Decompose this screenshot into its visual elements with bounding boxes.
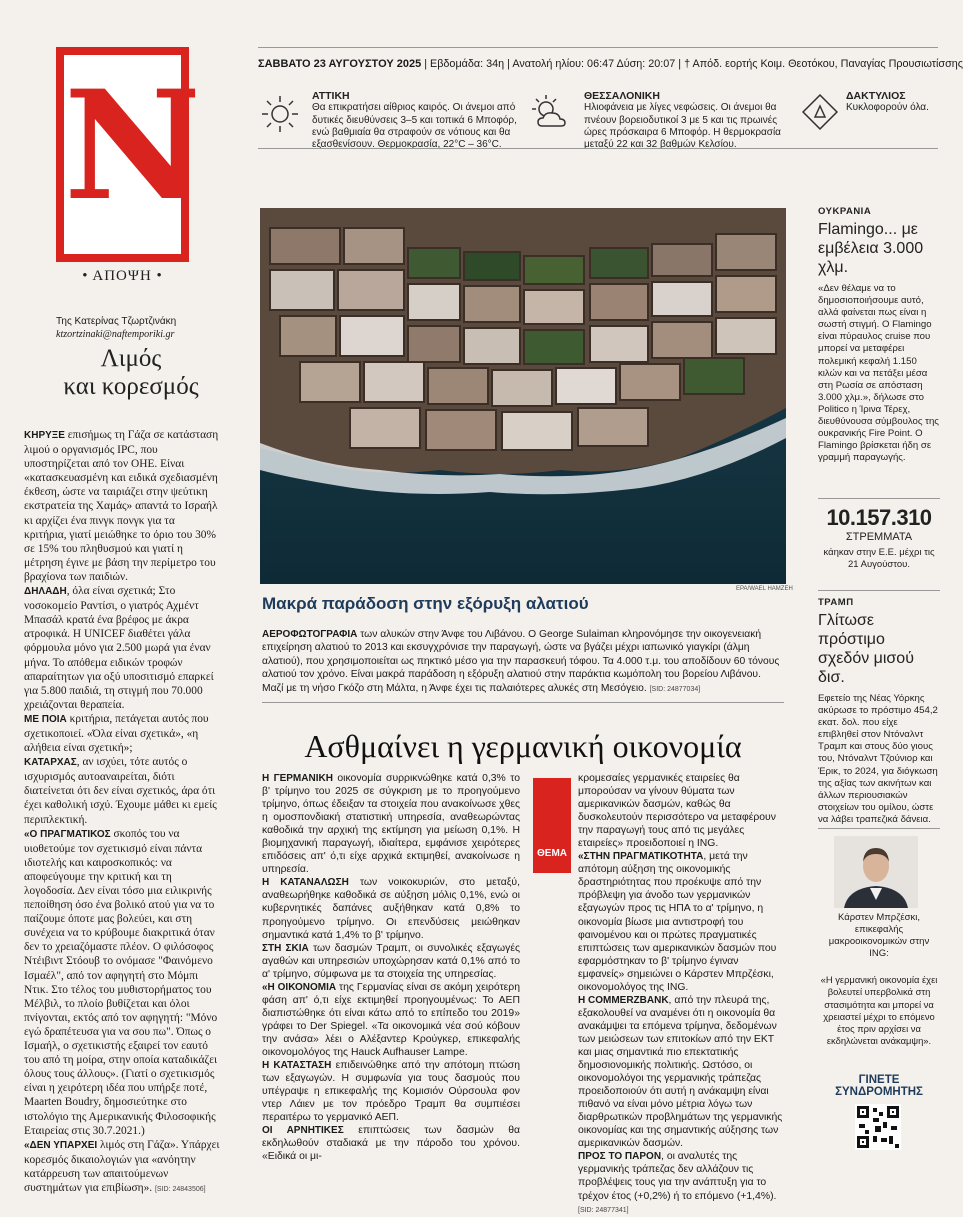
weather-traffic-ring xyxy=(846,90,942,115)
section-label: • ΑΠΟΨΗ • xyxy=(82,268,163,284)
big-number-label: ΣΤΡΕΜΜΑΤΑ xyxy=(845,531,913,543)
author-email[interactable]: ktzortzinaki@naftemporiki.gr xyxy=(56,329,175,340)
opinion-paragraph xyxy=(24,712,220,755)
article-column-1 xyxy=(262,772,520,1172)
big-number-sub: κάηκαν στην Ε.Ε. μέχρι τις 21 Αυγούστου. xyxy=(823,547,935,570)
weather-thessaloniki xyxy=(584,90,784,151)
aerial-photo-salt-pans xyxy=(260,208,786,584)
photo-credit: EPA/WAEL HAMZEH xyxy=(736,586,793,592)
sidebar-ukraine xyxy=(818,206,940,464)
logo-letter: N xyxy=(64,58,202,234)
section-divider xyxy=(262,702,784,703)
lead-word: ΚΑΤΑΡΧΑΣ xyxy=(24,757,77,769)
paragraph-text: , από την πλευρά της, εξακολουθεί να αναμένει ότι η οικονομία θα ανακάμψει τα επόμενα τρίμηνα, δεδομένων των μειώσεων των επιτοκίων από την ΕΚΤ και μιας σημαντικά πιο επεκτατικής δημοσιονομικής πολιτικής. Ωστόσο, οι οικονομολόγοι της γερμανικής τράπεζας προειδοποιούν ότι αυτή η ανάκαμψη είναι πιθανό να είναι μόνο μέτρια λόγω των διαρθρωτικών προβλημάτων της γερμανικής οικονομίας και της σημαντικής αύξησης των αμερικανικών δασμών. xyxy=(578,994,783,1150)
opinion-title-line1: Λιμός xyxy=(100,345,162,372)
subscribe-line2: ΣΥΝΔΡΟΜΗΤΗΣ xyxy=(835,1086,923,1098)
qr-code[interactable] xyxy=(855,1104,901,1150)
lead-word: «ΣΤΗΝ ΠΡΑΓΜΑΤΙΚΟΤΗΤΑ xyxy=(578,851,704,863)
sidebar-headline: Γλίτωσε πρόστιμο σχεδόν μισού δισ. xyxy=(818,612,914,686)
lead-word: ΚΗΡΥΞΕ xyxy=(24,430,65,441)
week-number: Εβδομάδα: 34η xyxy=(430,58,505,70)
portrait-block xyxy=(818,912,940,1047)
portrait-photo xyxy=(834,836,918,908)
big-number: 10.157.310 xyxy=(826,505,932,530)
paragraph-text: λιμός στη Γάζα». Υπάρχει κορεσμός δικαιολογιών για «ανόητην κατάρρευση των απαιτούμενων συστημάτων για επιβίωση». xyxy=(24,1138,220,1194)
sun-icon xyxy=(258,92,302,136)
opinion-paragraph xyxy=(24,428,220,584)
opinion-title-line2: και κορεσμός xyxy=(63,373,199,400)
topic-tag: ΘΕΜΑ xyxy=(537,848,567,859)
lead-word: ΜΕ ΠΟΙΑ xyxy=(24,713,67,725)
paragraph-text: των νοικοκυριών, στο μεταξύ, αναθεωρήθηκε καθοδικά σε αύξηση μόλις 0,1%, ενώ οι κυβερνητικές δαπάνες αυξήθηκαν κατά 0,8% το προηγούμενο τρίμηνο. Οι επενδύσεις μειώθηκαν σημαντικά κατά 1,4% το β' τρίμηνο. xyxy=(262,877,520,941)
paragraph-text: σκοπός του να υιοθετούμε τον σχετικισμό είναι πάντα ιδιοτελής και καιροσκοπικός: να αποφεύγουμε την κριτική και τη λογοδοσία. Δεν είναι τόσο μια ειλικρινής πεποίθηση όσο ένα βολικό ατού για να το παίζουμε όποτε μας βολεύει, και στη συνέχεια να το κρύβουμε διακριτικά όταν δεν το χρειαζόμαστε πλέον. Ο φιλόσοφος Ντέιβιντ Στόουβ το ονόμασε "Φαινόμενο Ισμαέλ", από τον αφηγητή στο Μόμπι Ντικ. Στο τέλος του μυθιστορήματος του Μέλβιλ, το πλοίο βυθίζεται και όλοι πνίγονται, εκτός από τον αφηγητή: "Μόνο εγώ δραπέτευσα για να σου πω". Όπως ο Ισμαήλ, ο σχετικιστής εξαιρεί τον εαυτό του από τη μοίρα, στην οποία καταδικάζει όλους τους άλλους». (Γιατί ο σχετικισμός είναι η χειρότερη ιδέα που υπήρξε ποτέ, Maarten Boudry, δημοσιεύτηκε στο ιστολόγιο της Αμερικανικής Φιλοσοφικής Εταιρείας στις 30.7.2021.) xyxy=(24,827,218,1137)
top-rule xyxy=(258,47,938,48)
salt-pans-illustration xyxy=(260,208,786,584)
sun-times: Ανατολή ηλίου: 06:47 Δύση: 20:07 xyxy=(512,58,676,70)
sidebar-divider xyxy=(818,828,940,829)
author: Της Κατερίνας Τζωρτζινάκη xyxy=(56,316,177,327)
delta-sign-icon xyxy=(800,92,840,132)
sidebar-headline: Flamingo... με εμβέλεια 3.000 χλμ. xyxy=(818,221,924,276)
lead-word: ΑΕΡΟΦΩΤΟΓΡΑΦΙΑ xyxy=(262,629,358,640)
paragraph-text: επιπτώσεις των δασμών θα εκδηλωθούν σταδιακά με την πάροδο του χρόνου. «Ειδικά οι μι- xyxy=(262,1125,520,1163)
sidebar-text: Εφετείο της Νέας Υόρκης ακύρωσε το πρόστιμο 454,2 εκατ. δολ. που είχε επιβληθεί στον Ντόναλντ Τραμπ και στους δύο γιους του, Ντόναλντ Τζούνιορ και Έρικ, το 2024, για διόγκωση της αξίας των ακινήτων και άλλων περιουσιακών στοιχείων του ομίλου, ώστε να λάβει τραπεζικά δάνεια. xyxy=(818,693,938,825)
main-headline: Ασθμαίνει η γερμανική οικονομία xyxy=(304,728,742,764)
article-column-2 xyxy=(578,772,784,1214)
story-id: [SID: 24877341] xyxy=(578,1206,629,1214)
subscribe-line1: ΓΙΝΕΤΕ xyxy=(858,1074,900,1086)
caption-body: των αλυκών στην Άνφε του Λιβάνου. Ο George Sulaiman κληρονόμησε την οικογενειακή επιχείρηση αλατιού το 2013 και εκσυγχρόνισε την παραγωγή, ώστε να βγάζει μέχρι ιαπωνικό γιαγκίρι (άλμη αλατιού), που χρησιμοποιείται ως πηκτικό μέσο για την παρασκευή τόφου. Τα 4.000 τ.μ. του αποδίδουν 60 τόνους αλατιού τον χρόνο. Είναι μακρά παράδοση η εξόρυξη αλατιού στην παράκτια κωμόπολη του βορείου Λιβάνου. Μαζί με τη νήσο Γκόζο στη Μάλτα, η Άνφε έχει τις παλαιότερες αλυκές στη Μεσόγειο. xyxy=(262,629,780,694)
portrait-caption: Κάρστεν Μπρζέσκι, επικεφαλής μακροοικονομικών στην ING: xyxy=(828,912,930,960)
issue-date: ΣΑΒΒΑΤΟ 23 ΑΥΓΟΥΣΤΟΥ 2025 xyxy=(258,58,422,70)
weather-text: Κυκλοφορούν όλα. xyxy=(846,102,929,114)
opinion-body xyxy=(24,428,220,1194)
photo-caption-text xyxy=(262,628,784,696)
lead-word: ΣΤΗ ΣΚΙΑ xyxy=(262,942,309,954)
opinion-paragraph xyxy=(24,1138,220,1197)
paragraph-text: , οι αναλυτές της γερμανικής τράπεζας δεν αλλάζουν τις προβλέψεις τους για την ανάπτυξη για το τρέχον έτος (+0,2%) ή το επόμενο (+1,4%). xyxy=(578,1151,777,1202)
lead-word: Η ΓΕΡΜΑΝΙΚΗ xyxy=(262,773,333,784)
lead-word: ΠΡΟΣ ΤΟ ΠΑΡΟΝ xyxy=(578,1151,662,1163)
story-id: [SID: 24843506] xyxy=(154,1185,206,1193)
dateline: ΣΑΒΒΑΤΟ 23 ΑΥΓΟΥΣΤΟΥ 2025 | Εβδομάδα: 34η | Ανατολή ηλίου: 06:47 Δύση: 20:07 | † Απόδ. εορτής Κοιμ. Θεοτόκου, Παναγίας Προυσιωτίσσης xyxy=(258,58,963,70)
photo-caption-title: Μακρά παράδοση στην εξόρυξη αλατιού xyxy=(262,594,589,613)
weather-text: Θα επικρατήσει αίθριος καιρός. Οι άνεμοι από δυτικές διευθύνσεις 3–5 και τοπικά 6 Μποφόρ, ενώ βαθμιαία θα στραφούν σε νότιους και θα εξασθενίσουν. Θερμοκρασία, 22°C – 36°C. xyxy=(312,102,517,151)
feast-day: † Απόδ. εορτής Κοιμ. Θεοτόκου, Παναγίας Προυσιωτίσσης xyxy=(684,58,963,70)
header-divider xyxy=(258,148,938,149)
lead-word: «Η ΟΙΚΟΝΟΜΙΑ xyxy=(262,981,337,993)
sidebar-quote: «Η γερμανική οικονομία έχει βολευτεί υπερβολικά στη στασιμότητα και μπορεί να χρειαστεί μέχρι το επόμενο έτος πριν αρχίσει να εκδηλώνεται ανάκαμψη». xyxy=(820,974,938,1046)
paragraph-text: επισήμως τη Γάζα σε κατάσταση λιμού ο οργανισμός IPC, που υποστηρίζεται από τον ΟΗΕ. Είναι «κατασκευασμένη και ειδικά σχεδιασμένη έκθεση, ώστε να ταιριάζει στην ψεύτικη εκστρατεία της Χαμάς» απαντά το Ισραήλ κι αρχίζει ένα πινγκ πονγκ για τα κριτήρια, γιατί μειώθηκε το όριο του 30% σε 15% του πληθυσμού και γιατί η μέτρηση έγινε με βάση την περίμετρο του βραχίονα των παιδιών. xyxy=(24,429,219,583)
paragraph-text: , όλα είναι σχετικά; Στο νοσοκομείο Ραντίσι, ο γιατρός Αχμέντ Μπασάλ κρατά ένα βρέφος με άκρα ατροφικά. Η UNICEF διαθέτει γάλα φόρμουλα μόνο για 2.500 μωρά για έναν μήνα. Το απόθεμα ειδικών τροφών απαραίτητων για οξύ υποσιτισμό επαρκεί για 5.800 παιδιά, τη στιγμή που 70.000 χρειάζονται θεραπεία. xyxy=(24,585,214,711)
sidebar-divider xyxy=(818,590,940,591)
subscribe-promo[interactable] xyxy=(818,1074,940,1098)
paragraph-text: , αν ισχύει, τότε αυτός ο ισχυρισμός αυτοαναιρείται, διότι διατείνεται ότι δεν είναι σχετικός, άρα ότι έχει καθολική ισχύ. Έχουμε μάθει κι εμείς περιπλεκτική. xyxy=(24,756,217,826)
weather-region: ΔΑΚΤΥΛΙΟΣ xyxy=(846,90,906,102)
weather-region: ΑΤΤΙΚΗ xyxy=(312,90,350,102)
opinion-paragraph xyxy=(24,755,220,826)
lead-word: Η ΚΑΤΑΣΤΑΣΗ xyxy=(262,1060,332,1072)
sidebar-kicker: ΟΥΚΡΑΝΙΑ xyxy=(818,206,872,217)
partly-cloudy-icon xyxy=(528,92,572,136)
paragraph-text: κριτήρια, πετάγεται αυτός που σχετικοποιεί. «Όλα είναι σχετικά», «η αλήθεια είναι σχετική»; xyxy=(24,712,209,755)
lead-word: ΟΙ ΑΡΝΗΤΙΚΕΣ xyxy=(262,1125,344,1137)
sidebar-stat xyxy=(818,505,940,571)
sidebar-divider xyxy=(818,498,940,499)
byline xyxy=(56,315,206,341)
paragraph-text: επιδεινώθηκε από την απότομη πτώση των εξαγωγών. Η συμφωνία για τους δασμούς που υπέγραψε η επικεφαλής της Κομισιόν Ούρσουλα φον ντερ Λάιεν με τον πρόεδρο Τραμπ θα συμπιέσει περαιτέρω το γερμανικό ΑΕΠ. xyxy=(262,1060,520,1124)
paragraph-text: των δασμών Τραμπ, οι συνολικές εξαγωγές αγαθών και υπηρεσιών υποχώρησαν κατά 0,1% από το α' τρίμηνο, σύμφωνα με τα στοιχεία της υπηρεσίας. xyxy=(262,942,520,980)
weather-text: Ηλιοφάνεια με λίγες νεφώσεις. Οι άνεμοι θα πνέουν βορειοδυτικοί 3 με 5 και τις πρωινές ώρες πρόσκαιρα 6 Μποφόρ. Η θερμοκρασία μεταξύ 22 και 32 βαθμών Κελσίου. xyxy=(584,102,781,151)
person-icon xyxy=(834,836,918,908)
lead-word: ΔΗΛΑΔΗ xyxy=(24,586,67,598)
paragraph-text: οικονομία συρρικνώθηκε κατά 0,3% το β' τρίμηνο του 2025 σε σύγκριση με το προηγούμενο τρίμηνο, όπως έδειξαν τα στοιχεία που ανακοίνωσε χθες η ομοσπονδιακή στατιστική υπηρεσία, αναθεωρώντας καθοδικά την αρχική της εκτίμηση για μείωση 0,1%. Η βιομηχανική παραγωγή, ιδιαίτερα, εμφάνισε χειρότερες επιδόσεις απ' ό,τι είχε αρχικά εκτιμηθεί, ανακοίνωσε η υπηρεσία. xyxy=(262,773,520,876)
sidebar-kicker: ΤΡΑΜΠ xyxy=(818,597,854,608)
weather-attica xyxy=(312,90,522,151)
paragraph-text: κρομεσαίες γερμανικές εταιρείες θα μπορούσαν να γίνουν θύματα των αμερικανικών δασμών, καθώς θα δυσκολευτούν περισσότερο να μεταφέρουν την παραγωγή τους από τις μεγάλες εταιρείες» προειδοποιεί η ING. xyxy=(578,773,776,850)
paragraph-text: , μετά την απότομη αύξηση της οικονομικής δραστηριότητας που προέκυψε από την πρόβλεψη για άνοδο των γερμανικών εξαγωγών προς τις ΗΠΑ το α' τρίμηνο, η οικονομία βίωσε μια αντιστροφή του φαινομένου και οι πρώτες πραγματικές επιπτώσεις των αμερικανικών δασμών που εφαρμόστηκαν το β' τρίμηνο έγιναν εμφανείς» σημειώνει ο Κάρστεν Μπρζέσκι, οικονομολόγος της ING. xyxy=(578,851,777,993)
paragraph-text: της Γερμανίας είναι σε ακόμη χειρότερη φάση απ' ό,τι είχε εκτιμηθεί προηγουμένως: Το ΑΕΠ διαπιστώθηκε ότι είναι κάτω από το επίπεδο του 2019» γράφει το Der Spiegel. «Τα οικονομικά νέα σού κόβουν την ανάσα» λέει ο Αλέξαντερ Κρούγκερ, επικεφαλής οικονομολόγος της Hauck Aufhauser Lampe. xyxy=(262,981,520,1058)
newspaper-logo xyxy=(56,47,202,262)
sidebar-text: «Δεν θέλαμε να το δημοσιοποιήσουμε αυτό, αλλά φαίνεται πως είναι η σωστή στιγμή. Ο Flamingo είναι πύραυλος cruise που μπορεί να μεταφέρει πολεμική κεφαλή 1.150 κιλών και να πετάξει μέσα στη Ρωσία σε απόσταση 3.000 χλμ.», δήλωσε στο Politico η Ίρινα Τέρεχ, διευθύνουσα σύμβουλος της ουκρανικής Fire Point. Ο Flamingo βρίσκεται ήδη σε γραμμή παραγωγής. xyxy=(818,283,939,464)
qr-code-icon xyxy=(855,1104,901,1150)
lead-word: «Ο ΠΡΑΓΜΑΤΙΚΟΣ xyxy=(24,828,111,840)
story-id: [SID: 24877034] xyxy=(649,685,701,693)
lead-word: Η COMMERZBANK xyxy=(578,994,669,1006)
weather-region: ΘΕΣΣΑΛΟΝΙΚΗ xyxy=(584,90,660,102)
sidebar-trump xyxy=(818,597,940,826)
opinion-title xyxy=(56,345,206,401)
opinion-paragraph xyxy=(24,584,220,712)
lead-word: «ΔΕΝ ΥΠΑΡΧΕΙ xyxy=(24,1139,98,1151)
opinion-paragraph xyxy=(24,827,220,1138)
lead-word: Η ΚΑΤΑΝΑΛΩΣΗ xyxy=(262,877,349,889)
